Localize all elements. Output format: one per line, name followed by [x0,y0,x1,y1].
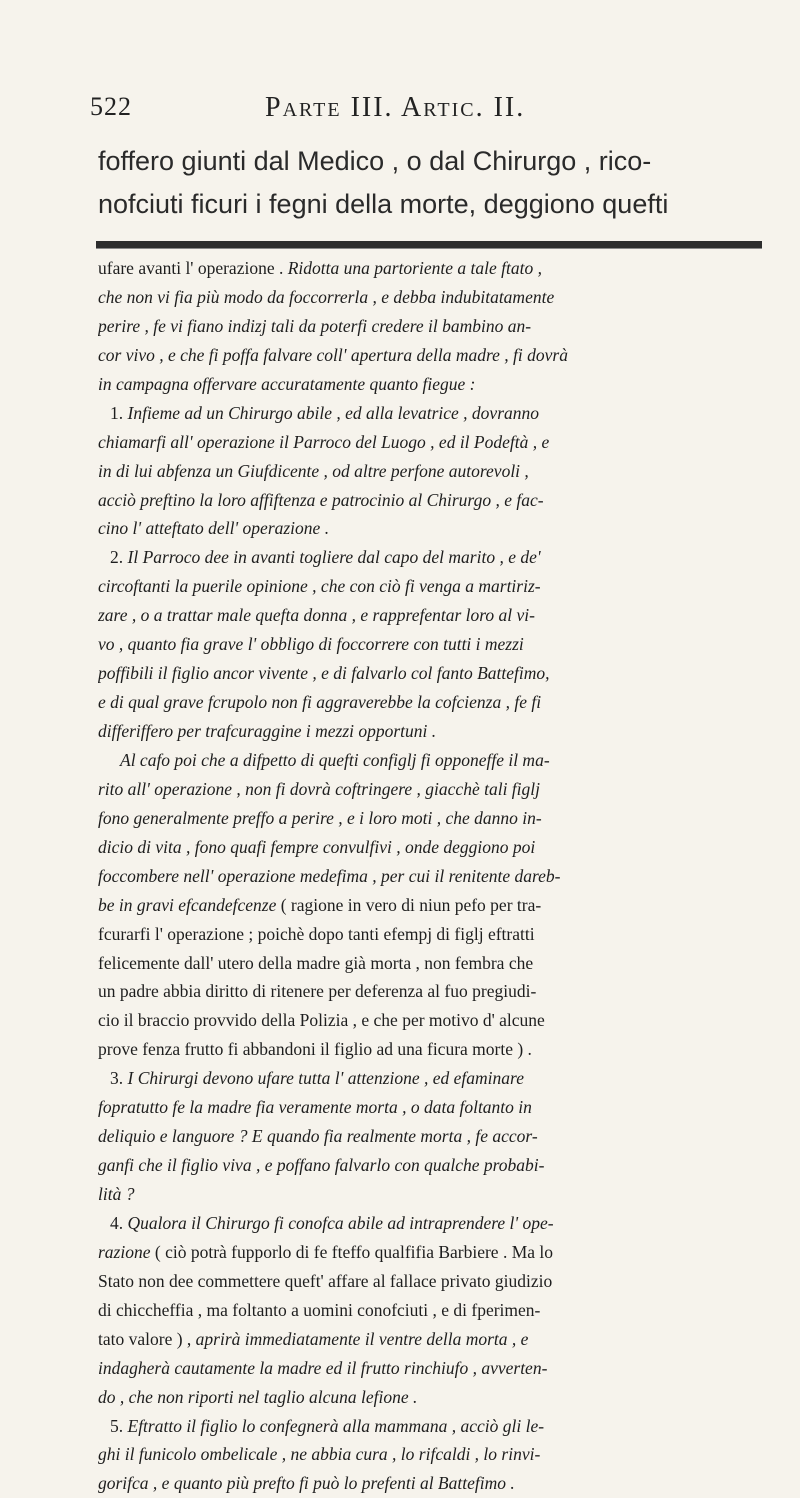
italic-text: indagherà cautamente la madre ed il frutto rinchiufo , avverten- [98,1357,548,1378]
lead-line: nofciuti ficuri i fegni della morte, deggiono quefti [98,189,669,219]
italic-text: ghi il funicolo ombelicale , ne abbia cura , lo rifcaldi , lo rinvi- [98,1444,541,1465]
roman-text: 4. [110,1212,128,1233]
text-line [98,1035,766,1064]
italic-text: zare , o a trattar male quefta donna , e rapprefentar loro al vi- [98,605,535,626]
lead-line: foffero giunti dal Medico , o dal Chirurgo , rico- [98,146,652,176]
italic-text: Qualora il Chirurgo fi conofca abile ad intraprendere l' ope- [127,1212,554,1233]
text-line [98,283,766,312]
italic-text: razione [98,1241,155,1262]
roman-text: ( ciò potrà fupporlo di fe fteffo qualfifia Barbiere . Ma lo [154,1241,554,1262]
text-line [98,1267,766,1296]
italic-text: cor vivo , e che fi poffa falvare coll' apertura della madre , fi dovrà [98,344,568,365]
italic-text: cino l' atteftato dell' operazione . [98,518,330,539]
italic-text: lità ? [98,1184,135,1204]
italic-text: Eftratto il figlio lo confegnerà alla mammana , acciò gli le- [127,1415,545,1436]
page-number: 522 [90,92,132,121]
text-line [98,486,766,515]
text-line [98,630,766,659]
roman-text: felicemente dall' utero della madre già morta , non fembra che [98,952,534,973]
italic-text: aprirà immediatamente il ventre della morta , e [195,1328,529,1349]
italic-text: ganfi che il figlio viva , e poffano falvarlo con qualche probabi- [98,1155,545,1176]
italic-text: in di lui abfenza un Giufdicente , od altre perfone autorevoli , [98,460,529,481]
text-line [98,717,766,746]
italic-text: Infieme ad un Chirurgo abile , ed alla levatrice , dovranno [127,402,540,423]
text-line [98,428,766,457]
italic-text: fono generalmente preffo a perire , e i loro moti , che danno in- [98,807,542,828]
text-line [98,833,766,862]
running-title: Parte III. Artic. II. [265,92,526,123]
text-line [98,891,766,920]
italic-text: chiamarfi all' operazione il Parroco del Luogo , ed il Podeftà , e [98,431,550,452]
italic-text: fopratutto fe la madre fia veramente morta , o data foltanto in [98,1097,532,1118]
roman-text: 1. [110,402,128,423]
roman-text: di chiccheffia , ma foltanto a uomini conofciuti , e di fperimen- [98,1299,541,1320]
text-line [98,920,766,949]
body-text [98,254,766,1498]
italic-text: deliquio e languore ? E quando fia realmente morta , fe accor- [98,1126,538,1147]
text-line [98,1064,766,1093]
text-line [98,1469,766,1498]
roman-text: 5. [110,1415,128,1436]
text-line [98,1325,766,1354]
italic-text: in campagna offervare accuratamente quanto fiegue : [98,373,476,394]
text-line [98,949,766,978]
text-line [98,1412,766,1441]
roman-text: tato valore ) , [98,1328,196,1349]
text-line [98,862,766,891]
text-line [98,804,766,833]
text-line [98,688,766,717]
italic-text: I Chirurgi devono ufare tutta l' attenzione , ed efaminare [127,1068,524,1089]
text-line [98,1296,766,1325]
italic-text: acciò preftino la loro affiftenza e patrocinio al Chirurgo , e fac- [98,489,544,510]
text-line [98,1238,766,1267]
text-line [98,1122,766,1151]
italic-text: poffibili il figlio ancor vivente , e di falvarlo col fanto Battefimo, [98,663,550,684]
text-line [98,1209,766,1238]
roman-text: cio il braccio provvido della Polizia , e che per motivo d' alcune [98,1010,545,1031]
text-line [98,1354,766,1383]
roman-text: prove fenza frutto fi abbandoni il figlio ad una ficura morte ) . [98,1039,532,1060]
italic-text: be in gravi efcandefcenze [98,894,281,915]
text-line [98,399,766,428]
roman-text: fcurarfi l' operazione ; poichè dopo tanti efempj di figlj eftratti [98,923,535,944]
roman-text: ufare avanti l' operazione . [98,258,288,278]
text-line [98,1006,766,1035]
text-line [98,312,766,341]
italic-text: rito all' operazione , non fi dovrà coftringere , giacchè tali figlj [98,778,541,799]
text-line [98,1440,766,1469]
text-line [98,1093,766,1122]
italic-text: circoftanti la puerile opinione , che con ciò fi venga a martiriz- [98,576,541,597]
italic-text: vo , quanto fia grave l' obbligo di foccorrere con tutti i mezzi [98,634,524,655]
running-head [90,92,690,128]
text-line [98,1151,766,1180]
text-line [98,572,766,601]
italic-text: Il Parroco dee in avanti togliere dal capo del marito , e de' [127,547,541,568]
italic-text: Ridotta una partoriente a tale ftato , [287,258,542,278]
text-line [98,457,766,486]
italic-text: che non vi fia più modo da foccorrerla , e debba indubitatamente [98,286,555,307]
italic-text: perire , fe vi fiano indizj tali da poterfi credere il bambino an- [98,315,532,336]
text-line [98,746,766,775]
roman-text: Stato non dee commettere queft' affare al fallace privato giudizio [98,1270,553,1291]
text-line [98,1383,766,1412]
roman-text: ( ragione in vero di niun pefo per tra- [280,894,542,915]
text-line [98,775,766,804]
text-line [98,514,766,543]
text-line [98,254,766,283]
text-line [98,543,766,572]
italic-text: foccombere nell' operazione medefima , per cui il renitente dareb- [98,865,561,886]
text-line [98,341,766,370]
text-line [98,370,766,399]
italic-text: e di qual grave fcrupolo non fi aggraverebbe la cofcienza , fe fi [98,692,542,713]
italic-text: Al cafo poi che a difpetto di quefti configlj fi opponeffe il ma- [120,749,550,770]
section-rule [96,241,762,249]
text-line [98,659,766,688]
text-line [98,977,766,1006]
roman-text: un padre abbia diritto di ritenere per deferenza al fuo pregiudi- [98,981,537,1002]
italic-text: do , che non riporti nel taglio alcuna lefione . [98,1386,418,1407]
lead-paragraph [98,140,738,226]
text-line [98,601,766,630]
roman-text: 3. [110,1068,128,1089]
italic-text: dicio di vita , fono quafi fempre convulfivi , onde deggiono poi [98,836,536,857]
italic-text: gorifca , e quanto più prefto fi può lo prefenti al Battefimo . [98,1473,515,1494]
roman-text: 2. [110,547,128,568]
italic-text: differiffero per trafcuraggine i mezzi opportuni . [98,721,437,741]
text-line [98,1180,766,1209]
